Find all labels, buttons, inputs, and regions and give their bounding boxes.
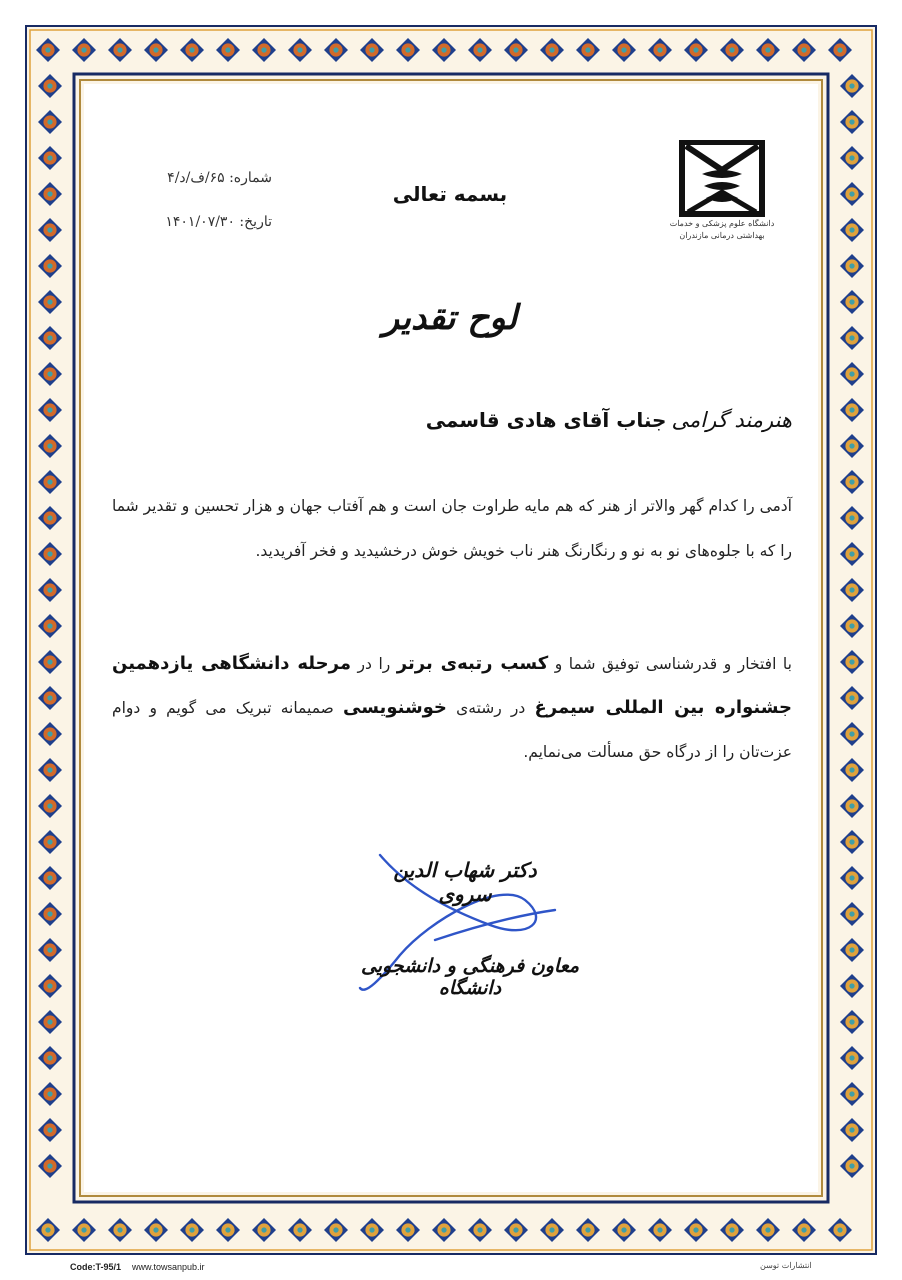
p2-text-1: با افتخار و قدرشناسی توفیق شما و <box>554 655 792 673</box>
footer-code: Code:T-95/1 <box>70 1262 122 1272</box>
university-emblem-icon <box>672 140 772 220</box>
p2-text-3: در رشته‌ی <box>456 699 526 717</box>
certificate-title: لوح تقدیر <box>382 298 518 338</box>
signatory-position: معاون فرهنگی و دانشجویی دانشگاه <box>360 955 580 999</box>
recipient-prefix: هنرمند گرامی <box>671 408 792 432</box>
recipient-line <box>300 408 792 432</box>
recipient-name: جناب آقای هادی قاسمی <box>425 408 667 432</box>
p2-bold-rank: کسب رتبه‌ی برتر <box>396 653 549 674</box>
university-caption: دانشگاه علوم پزشکی و خدمات بهداشتی درمانی مازندران <box>669 219 775 240</box>
footer-url: www.towsanpub.ir <box>132 1262 205 1272</box>
signatory-name: دکتر شهاب الدین سروی <box>393 858 537 906</box>
letter-date: تاریخ: ۱۴۰۱/۰۷/۳۰ <box>165 214 272 230</box>
p2-bold-festival: مرحله دانشگاهی یازدهمین جشنواره بین المللی سیمرغ <box>112 653 792 718</box>
letter-number: شماره: ۶۵/ف/د/۴ <box>167 170 272 186</box>
body-paragraph-1: آدمی را کدام گهر والاتر از هنر که هم مایه طراوت جان است و هم آفتاب جهان و هزار تحسین و تقدیر شما را که با جلوه‌های نو به نو و رنگارنگ هنر ناب خویش خوش درخشیدید و فخر آفریدید. <box>112 497 792 560</box>
p2-bold-field: خوشنویسی <box>343 697 447 718</box>
footer-publisher: انتشارات توسن <box>760 1261 812 1270</box>
p2-text-4: صمیمانه تبریک می گویم و دوام عزت‌تان را از درگاه حق مسألت می‌نمایم. <box>112 699 792 761</box>
basmala: بسمه تعالی <box>392 182 508 206</box>
university-logo <box>669 140 775 260</box>
p2-text-2: را در <box>357 655 391 673</box>
body-paragraph-2 <box>112 642 792 774</box>
